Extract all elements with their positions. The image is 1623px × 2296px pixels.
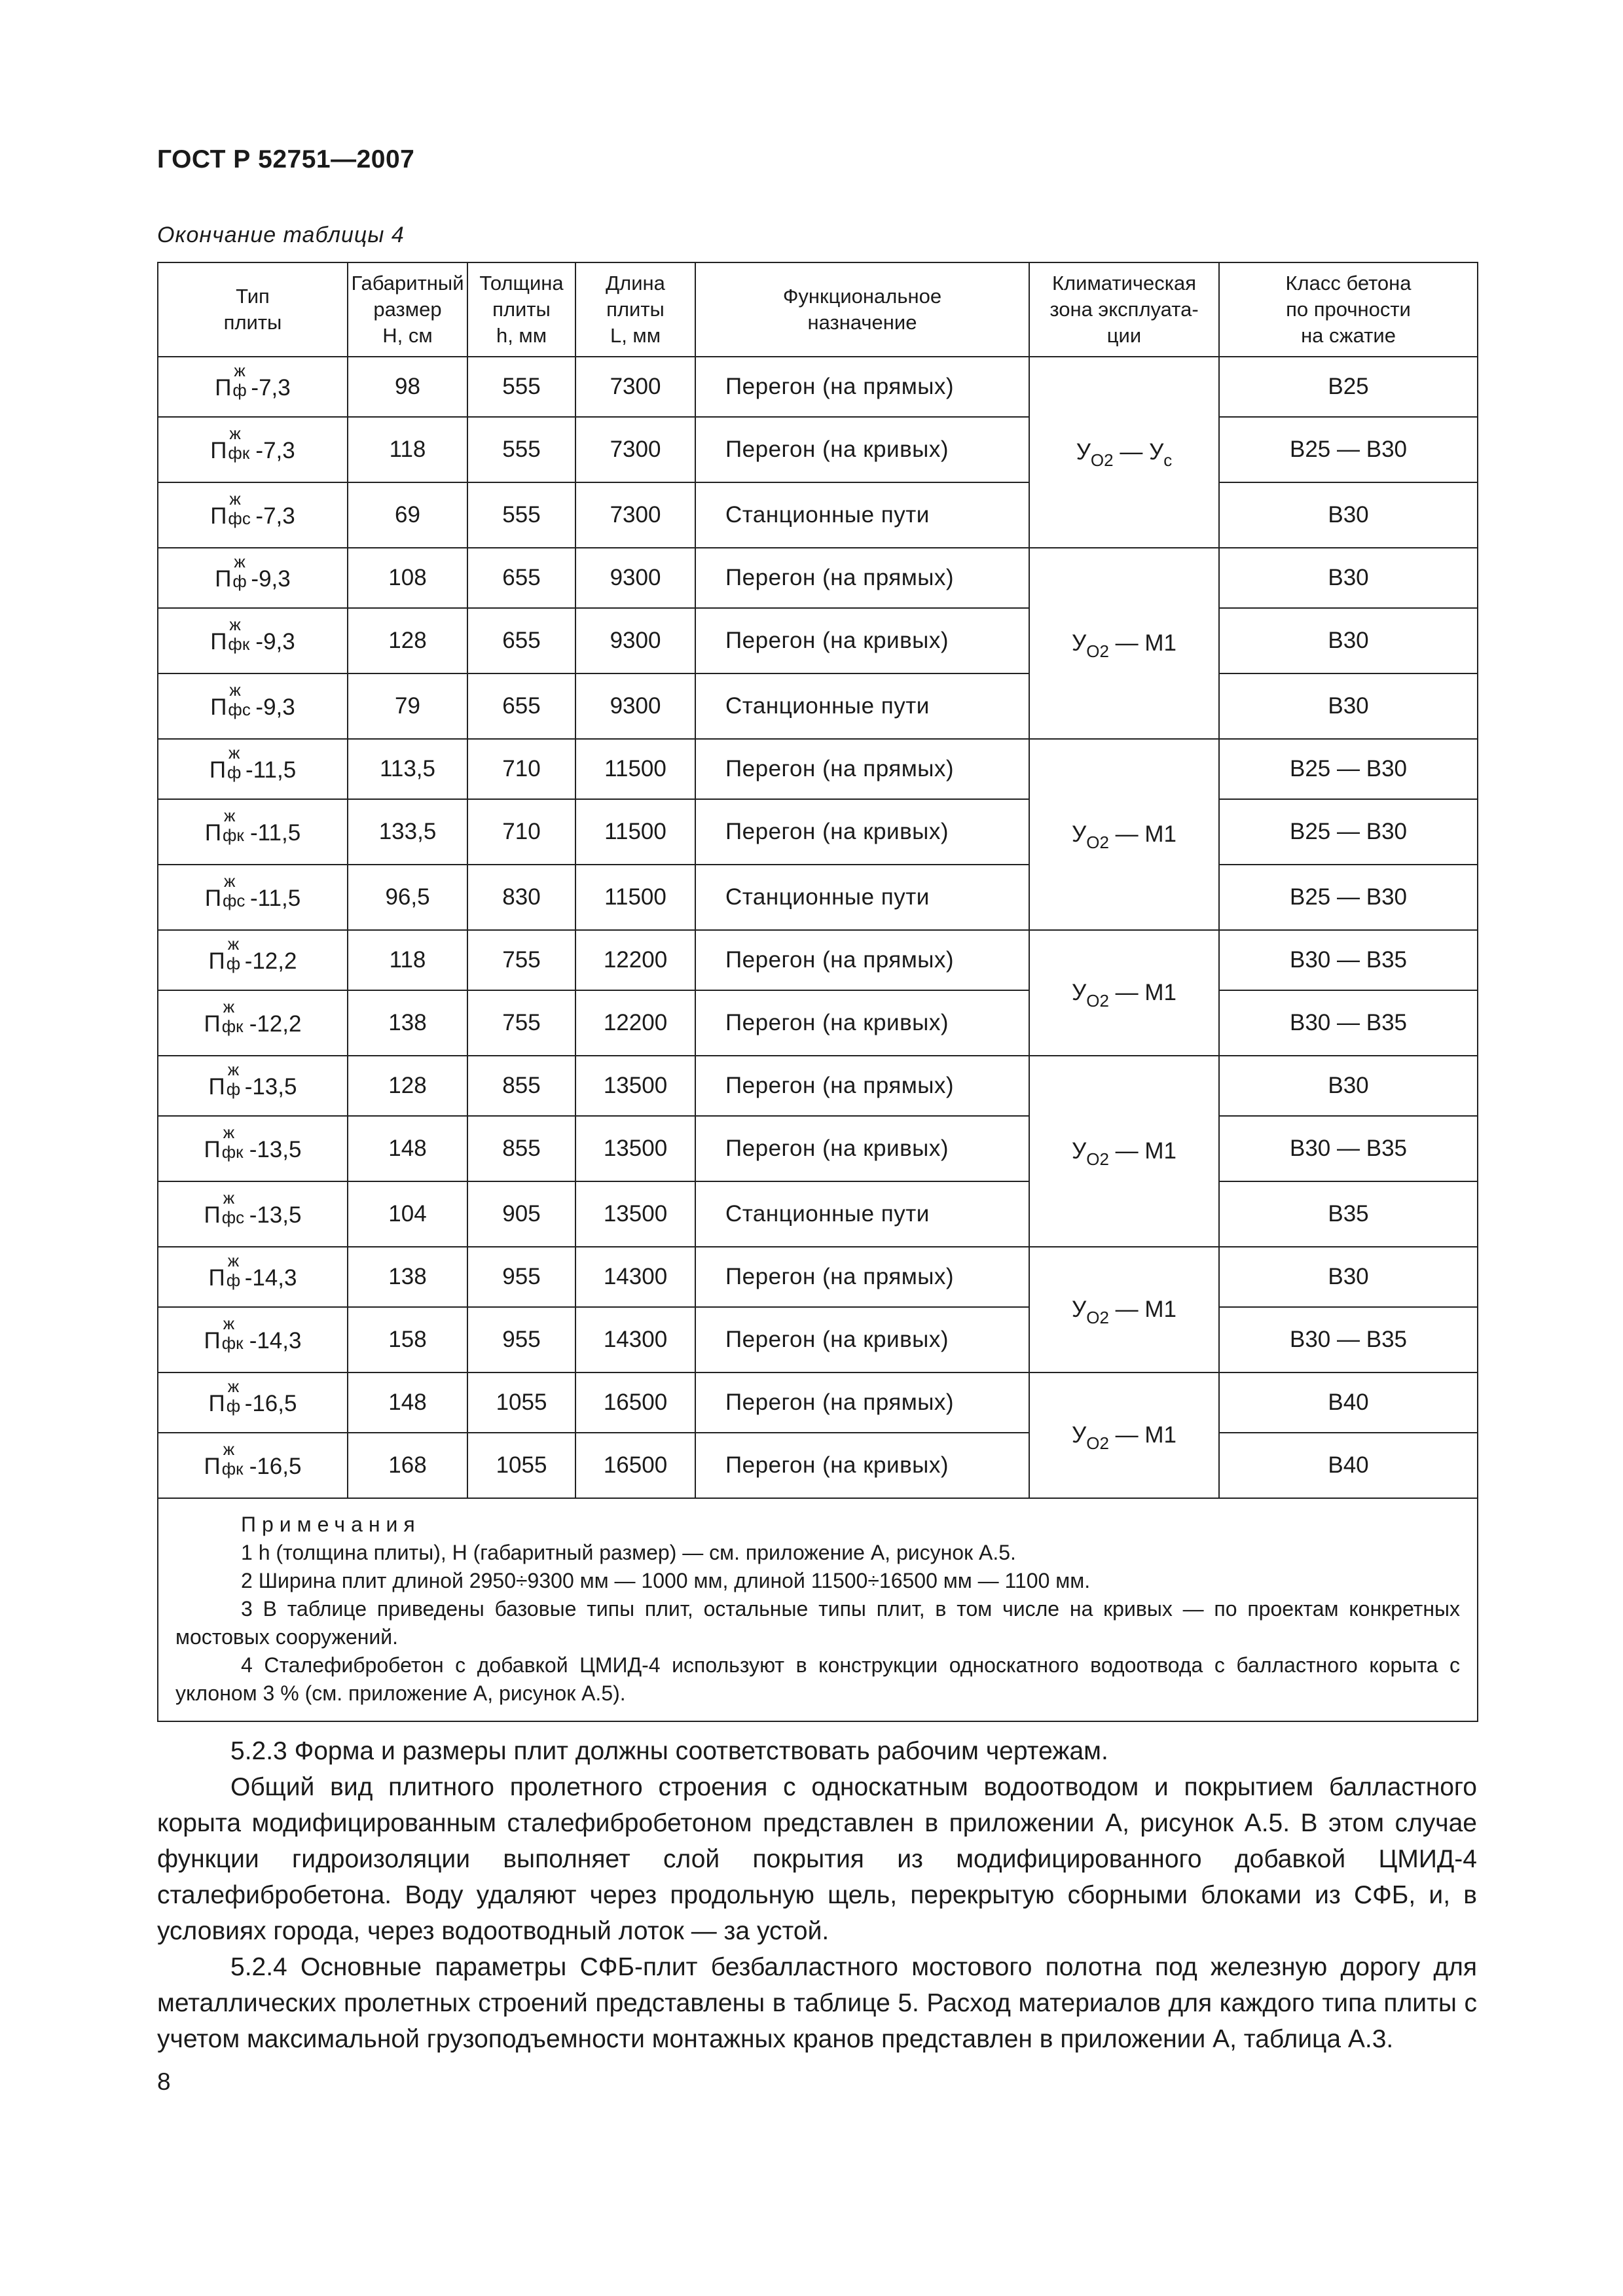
paragraph-general-view: Общий вид плитного пролетного строения с односкатным водоотводом и покрытием балластного корыта модифицированным сталефибробетоном представлен в приложении А, рисунок А.5. В этом случае функции гидроизоляции выполняет слой покрытия из модифицированного добавкой ЦМИД-4 сталефибробетона. Воду удаляют через продольную щель, перекрытую сборными блоками из СФБ, и, в условиях города, через водоотводный лоток — за устой.	[157, 1773, 1477, 1945]
cell-length: 9300	[575, 548, 695, 608]
table-row	[158, 357, 1478, 417]
cell-thickness: 655	[467, 548, 575, 608]
cell-length: 16500	[575, 1372, 695, 1433]
note-4: 4 Сталефибробетон с добавкой ЦМИД-4 используют в конструкции односкатного водоотвода с балластного корыта с уклоном 3 % (см. приложение А, рисунок А.5).	[175, 1653, 1460, 1705]
cell-climate-zone: $У_{О2}$ — М1	[1029, 739, 1219, 930]
cell-slab-type: П ж ф -16,5	[158, 1372, 348, 1433]
cell-gabarit: 96,5	[348, 865, 467, 930]
header-thickness: Толщина плиты h, мм	[467, 262, 575, 357]
cell-function: Перегон (на прямых)	[695, 357, 1029, 417]
table-caption: Окончание таблицы 4	[157, 223, 405, 247]
header-type: Тип плиты	[158, 262, 348, 357]
table-header-row	[158, 262, 1478, 357]
cell-thickness: 955	[467, 1307, 575, 1372]
table-row	[158, 1247, 1478, 1307]
cell-concrete-class: В25 — В30	[1219, 739, 1478, 799]
cell-concrete-class: В40	[1219, 1433, 1478, 1498]
body-text	[157, 1733, 1477, 2057]
cell-function: Перегон (на прямых)	[695, 548, 1029, 608]
note-2: 2 Ширина плит длиной 2950÷9300 мм — 1000 мм, длиной 11500÷16500 мм — 1100 мм.	[241, 1569, 1091, 1592]
notes-row	[158, 1498, 1478, 1721]
cell-length: 14300	[575, 1307, 695, 1372]
header-gabarit: Габаритный размер H, см	[348, 262, 467, 357]
cell-function: Перегон (на кривых)	[695, 799, 1029, 865]
table-row	[158, 548, 1478, 608]
cell-slab-type: П ж фк -11,5	[158, 799, 348, 865]
table-row	[158, 1307, 1478, 1372]
table-row	[158, 608, 1478, 673]
slab-parameters-table	[157, 262, 1478, 1722]
cell-length: 16500	[575, 1433, 695, 1498]
cell-function: Перегон (на прямых)	[695, 1247, 1029, 1307]
cell-function: Перегон (на прямых)	[695, 739, 1029, 799]
cell-thickness: 555	[467, 417, 575, 482]
table-row	[158, 799, 1478, 865]
cell-gabarit: 113,5	[348, 739, 467, 799]
cell-concrete-class: В40	[1219, 1372, 1478, 1433]
cell-slab-type: П ж фк -13,5	[158, 1116, 348, 1181]
cell-slab-type: П ж фс -7,3	[158, 482, 348, 548]
cell-function: Перегон (на прямых)	[695, 1056, 1029, 1116]
cell-slab-type: П ж фк -14,3	[158, 1307, 348, 1372]
note-1: 1 h (толщина плиты), H (габаритный размер) — см. приложение А, рисунок А.5.	[241, 1541, 1016, 1564]
cell-concrete-class: В30 — В35	[1219, 1116, 1478, 1181]
cell-thickness: 655	[467, 608, 575, 673]
cell-gabarit: 138	[348, 1247, 467, 1307]
table-row	[158, 930, 1478, 990]
cell-gabarit: 128	[348, 608, 467, 673]
cell-concrete-class: В25 — В30	[1219, 799, 1478, 865]
note-3: 3 В таблице приведены базовые типы плит, остальные типы плит, в том числе на кривых — по проектам конкретных мостовых сооружений.	[175, 1597, 1460, 1649]
cell-concrete-class: В30 — В35	[1219, 930, 1478, 990]
cell-climate-zone: $У_{О2}$ — М1	[1029, 930, 1219, 1056]
cell-climate-zone: $У_{О2}$ — $У_с$	[1029, 357, 1219, 548]
document-header: ГОСТ Р 52751—2007	[157, 145, 415, 173]
cell-gabarit: 168	[348, 1433, 467, 1498]
table-row	[158, 865, 1478, 930]
cell-length: 7300	[575, 417, 695, 482]
cell-length: 7300	[575, 357, 695, 417]
cell-length: 12200	[575, 990, 695, 1056]
header-length: Длина плиты L, мм	[575, 262, 695, 357]
cell-concrete-class: В35	[1219, 1181, 1478, 1247]
table-row	[158, 482, 1478, 548]
cell-thickness: 755	[467, 990, 575, 1056]
notes-title: Примечания	[241, 1513, 421, 1536]
table-row	[158, 990, 1478, 1056]
cell-function: Перегон (на кривых)	[695, 417, 1029, 482]
cell-slab-type: П ж фк -16,5	[158, 1433, 348, 1498]
cell-slab-type: П ж фк -12,2	[158, 990, 348, 1056]
cell-function: Перегон (на кривых)	[695, 608, 1029, 673]
cell-slab-type: П ж фс -9,3	[158, 673, 348, 739]
cell-gabarit: 148	[348, 1116, 467, 1181]
cell-thickness: 555	[467, 357, 575, 417]
cell-function: Перегон (на кривых)	[695, 1116, 1029, 1181]
cell-thickness: 655	[467, 673, 575, 739]
cell-slab-type: П ж ф -11,5	[158, 739, 348, 799]
cell-function: Перегон (на кривых)	[695, 1433, 1029, 1498]
cell-slab-type: П ж ф -9,3	[158, 548, 348, 608]
table-row	[158, 1433, 1478, 1498]
table-row	[158, 1181, 1478, 1247]
table-notes	[158, 1498, 1478, 1721]
cell-function: Станционные пути	[695, 482, 1029, 548]
cell-thickness: 555	[467, 482, 575, 548]
cell-length: 13500	[575, 1056, 695, 1116]
header-function: Функциональное назначение	[695, 262, 1029, 357]
table-row	[158, 1116, 1478, 1181]
table-row	[158, 1056, 1478, 1116]
cell-function: Станционные пути	[695, 1181, 1029, 1247]
cell-length: 11500	[575, 739, 695, 799]
cell-climate-zone: $У_{О2}$ — М1	[1029, 1372, 1219, 1498]
cell-concrete-class: В30	[1219, 673, 1478, 739]
table-row	[158, 417, 1478, 482]
cell-slab-type: П ж фс -11,5	[158, 865, 348, 930]
cell-climate-zone: $У_{О2}$ — М1	[1029, 548, 1219, 739]
cell-function: Станционные пути	[695, 673, 1029, 739]
cell-slab-type: П ж фс -13,5	[158, 1181, 348, 1247]
cell-gabarit: 98	[348, 357, 467, 417]
cell-length: 9300	[575, 673, 695, 739]
cell-concrete-class: В30 — В35	[1219, 990, 1478, 1056]
cell-slab-type: П ж ф -13,5	[158, 1056, 348, 1116]
cell-length: 12200	[575, 930, 695, 990]
paragraph-5-2-3: 5.2.3 Форма и размеры плит должны соответствовать рабочим чертежам.	[230, 1737, 1108, 1765]
cell-gabarit: 138	[348, 990, 467, 1056]
cell-slab-type: П ж фк -7,3	[158, 417, 348, 482]
header-concrete-class: Класс бетона по прочности на сжатие	[1219, 262, 1478, 357]
cell-function: Перегон (на кривых)	[695, 1307, 1029, 1372]
cell-function: Перегон (на прямых)	[695, 1372, 1029, 1433]
paragraph-5-2-4: 5.2.4 Основные параметры СФБ-плит безбалластного мостового полотна под железную дорогу для металлических пролетных строений представлены в таблице 5. Расход материалов для каждого типа плиты с учетом максимальной грузоподъемности монтажных кранов представлен в приложении А, таблица А.3.	[157, 1953, 1477, 2053]
cell-gabarit: 158	[348, 1307, 467, 1372]
cell-gabarit: 118	[348, 417, 467, 482]
cell-thickness: 905	[467, 1181, 575, 1247]
cell-length: 13500	[575, 1181, 695, 1247]
cell-concrete-class: В30 — В35	[1219, 1307, 1478, 1372]
cell-thickness: 855	[467, 1056, 575, 1116]
cell-concrete-class: В30	[1219, 1056, 1478, 1116]
cell-length: 9300	[575, 608, 695, 673]
table-row	[158, 673, 1478, 739]
cell-concrete-class: В30	[1219, 1247, 1478, 1307]
cell-concrete-class: В30	[1219, 608, 1478, 673]
cell-gabarit: 133,5	[348, 799, 467, 865]
cell-slab-type: П ж ф -14,3	[158, 1247, 348, 1307]
table-row	[158, 739, 1478, 799]
cell-slab-type: П ж ф -7,3	[158, 357, 348, 417]
cell-slab-type: П ж фк -9,3	[158, 608, 348, 673]
cell-slab-type: П ж ф -12,2	[158, 930, 348, 990]
cell-thickness: 1055	[467, 1433, 575, 1498]
header-climate-zone: Климатическая зона эксплуата- ции	[1029, 262, 1219, 357]
cell-thickness: 710	[467, 739, 575, 799]
cell-length: 14300	[575, 1247, 695, 1307]
cell-gabarit: 128	[348, 1056, 467, 1116]
cell-concrete-class: В25	[1219, 357, 1478, 417]
cell-length: 13500	[575, 1116, 695, 1181]
cell-function: Станционные пути	[695, 865, 1029, 930]
cell-concrete-class: В25 — В30	[1219, 865, 1478, 930]
cell-climate-zone: $У_{О2}$ — М1	[1029, 1247, 1219, 1372]
cell-thickness: 1055	[467, 1372, 575, 1433]
cell-thickness: 855	[467, 1116, 575, 1181]
cell-concrete-class: В25 — В30	[1219, 417, 1478, 482]
cell-climate-zone: $У_{О2}$ — М1	[1029, 1056, 1219, 1247]
cell-thickness: 955	[467, 1247, 575, 1307]
page-number: 8	[157, 2068, 171, 2095]
table-row	[158, 1372, 1478, 1433]
cell-thickness: 755	[467, 930, 575, 990]
cell-function: Перегон (на кривых)	[695, 990, 1029, 1056]
cell-concrete-class: В30	[1219, 482, 1478, 548]
cell-length: 11500	[575, 799, 695, 865]
cell-thickness: 710	[467, 799, 575, 865]
cell-length: 11500	[575, 865, 695, 930]
cell-gabarit: 104	[348, 1181, 467, 1247]
cell-gabarit: 69	[348, 482, 467, 548]
cell-function: Перегон (на прямых)	[695, 930, 1029, 990]
cell-gabarit: 118	[348, 930, 467, 990]
cell-gabarit: 79	[348, 673, 467, 739]
cell-gabarit: 108	[348, 548, 467, 608]
cell-concrete-class: В30	[1219, 548, 1478, 608]
cell-length: 7300	[575, 482, 695, 548]
cell-gabarit: 148	[348, 1372, 467, 1433]
cell-thickness: 830	[467, 865, 575, 930]
